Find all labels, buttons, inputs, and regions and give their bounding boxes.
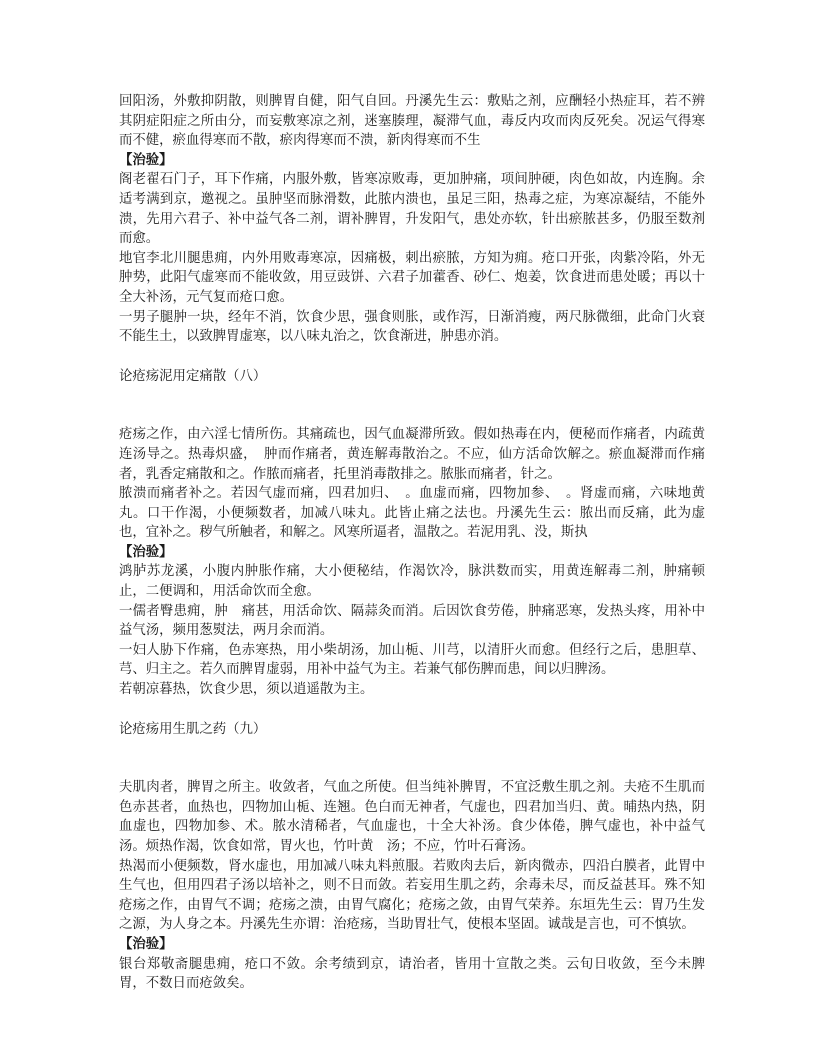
document-page <box>119 92 705 994</box>
case-paragraph: 阁老翟石门子，耳下作痛，内服外敷，皆寒凉败毒，更加肿痛，项间肿硬，肉色如故，内连胸。余适考满到京，邀视之。虽肿坚而脉滑数，此脓内溃也，虽足三阳，热毒之症，为寒凉凝结，不能外溃，先用六君子、补中益气各二剂，谓补脾胃，升发阳气，患处亦软，针出瘀脓甚多，仍服至数剂而愈。 <box>119 172 705 247</box>
case-paragraph: 地官李北川腿患痈，内外用败毒寒凉，因痛极，刺出瘀脓，方知为痈。疮口开张，肉紫冷陷，外无肿势，此阳气虚寒而不能收敛，用豆豉饼、六君子加藿香、砂仁、炮姜，饮食进而患处暖；再以十全大补汤，元气复而疮口愈。 <box>119 250 705 305</box>
case-paragraph: 鸿胪苏龙溪，小腹内肿胀作痛，大小便秘结，作渴饮冷，脉洪数而实，用黄连解毒二剂，肿痛顿止，二便调和，用活命饮而全愈。 <box>119 564 705 600</box>
case-paragraph: 一男子腿肿一块，经年不消，饮食少思，强食则胀，或作泻，日渐消瘦，两尺脉微细，此命门火衰不能生土，以致脾胃虚寒，以八味丸治之，饮食渐进，肿患亦消。 <box>119 309 705 345</box>
paragraph: 夫肌肉者，脾胃之所主。收敛者，气血之所使。但当纯补脾胃，不宜泛敷生肌之剂。夫疮不生肌而色赤甚者，血热也，四物加山栀、连翘。色白而无神者，气虚也，四君加当归、黄。晡热内热，阴血虚也，四物加参、术。脓水清稀者，气血虚也，十全大补汤。食少体倦，脾气虚也，补中益气汤。烦热作渴，饮食如常，胃火也，竹叶黄 汤；不应，竹叶石膏汤。 <box>119 780 705 854</box>
case-label: 【治验】 <box>119 152 173 168</box>
case-label: 【治验】 <box>119 544 173 560</box>
case-paragraph: 一儒者臀患痈，肿 痛甚，用活命饮、隔蒜灸而消。后因饮食劳倦，肿痛恶寒，发热头疼，用补中益气汤，频用葱熨法，两月余而消。 <box>119 603 705 639</box>
case-paragraph: 银台郑敬斋腿患痈，疮口不敛。余考绩到京，请治者，皆用十宣散之类。云旬日收敛，至今未脾胃，不数日而疮敛矣。 <box>119 956 705 992</box>
paragraph: 疮疡之作，由六淫七情所伤。其痛疏也，因气血凝滞所致。假如热毒在内，便秘而作痛者，内疏黄连汤导之。热毒炽盛， 肿而作痛者，黄连解毒散治之。不应，仙方活命饮解之。瘀血凝滞而作痛者，乳香定痛散和之。作脓而痛者，托里消毒散排之。脓胀而痛者，针之。 <box>119 427 705 482</box>
paragraph: 脓溃而痛者补之。若因气虚而痛，四君加归、 。血虚而痛，四物加参、 。肾虚而痛，六味地黄丸。口干作渴，小便频数者，加减八味丸。此皆止痛之法也。丹溪先生云：脓出而反痛，此为虚也，宜补之。秽气所触者，和解之。风寒所逼者，温散之。若泥用乳、没，斯执 <box>119 486 705 541</box>
case-paragraph: 若朝凉暮热，饮食少思，须以逍遥散为主。 <box>119 682 374 698</box>
case-paragraph: 一妇人胁下作痛，色赤寒热，用小柴胡汤，加山栀、川芎，以清肝火而愈。但经行之后，患胆草、芎、归主之。若久而脾胃虚弱，用补中益气为主。若兼气郁伤脾而患，间以归脾汤。 <box>119 642 705 678</box>
case-label: 【治验】 <box>119 936 173 952</box>
section-heading: 论疮疡泥用定痛散（八） <box>119 368 267 384</box>
section-heading: 论疮疡用生肌之药（九） <box>119 721 267 737</box>
paragraph: 回阳汤，外敷抑阴散，则脾胃自健，阳气自回。丹溪先生云：敷贴之剂，应酬轻小热症耳，若不辨其阴症阳症之所由分，而妄敷寒凉之剂，迷塞腠理，凝滞气血，毒反内攻而肉反死矣。况运气得寒而不健，瘀血得寒而不散，瘀肉得寒而不溃，新肉得寒而不生 <box>119 94 705 149</box>
paragraph: 热渴而小便频数，肾水虚也，用加减八味丸料煎服。若败肉去后，新肉微赤，四沿白膜者，此胃中生气也，但用四君子汤以培补之，则不日而敛。若妄用生肌之药，余毒未尽，而反益甚耳。殊不知疮疡之作，由胃气不调；疮疡之溃，由胃气腐化；疮疡之敛，由胃气荣养。东垣先生云：胃乃生发之源，为人身之本。丹溪先生亦谓：治疮疡，当助胃壮气，使根本坚固。诚哉是言也，可不慎欤。 <box>119 858 705 933</box>
